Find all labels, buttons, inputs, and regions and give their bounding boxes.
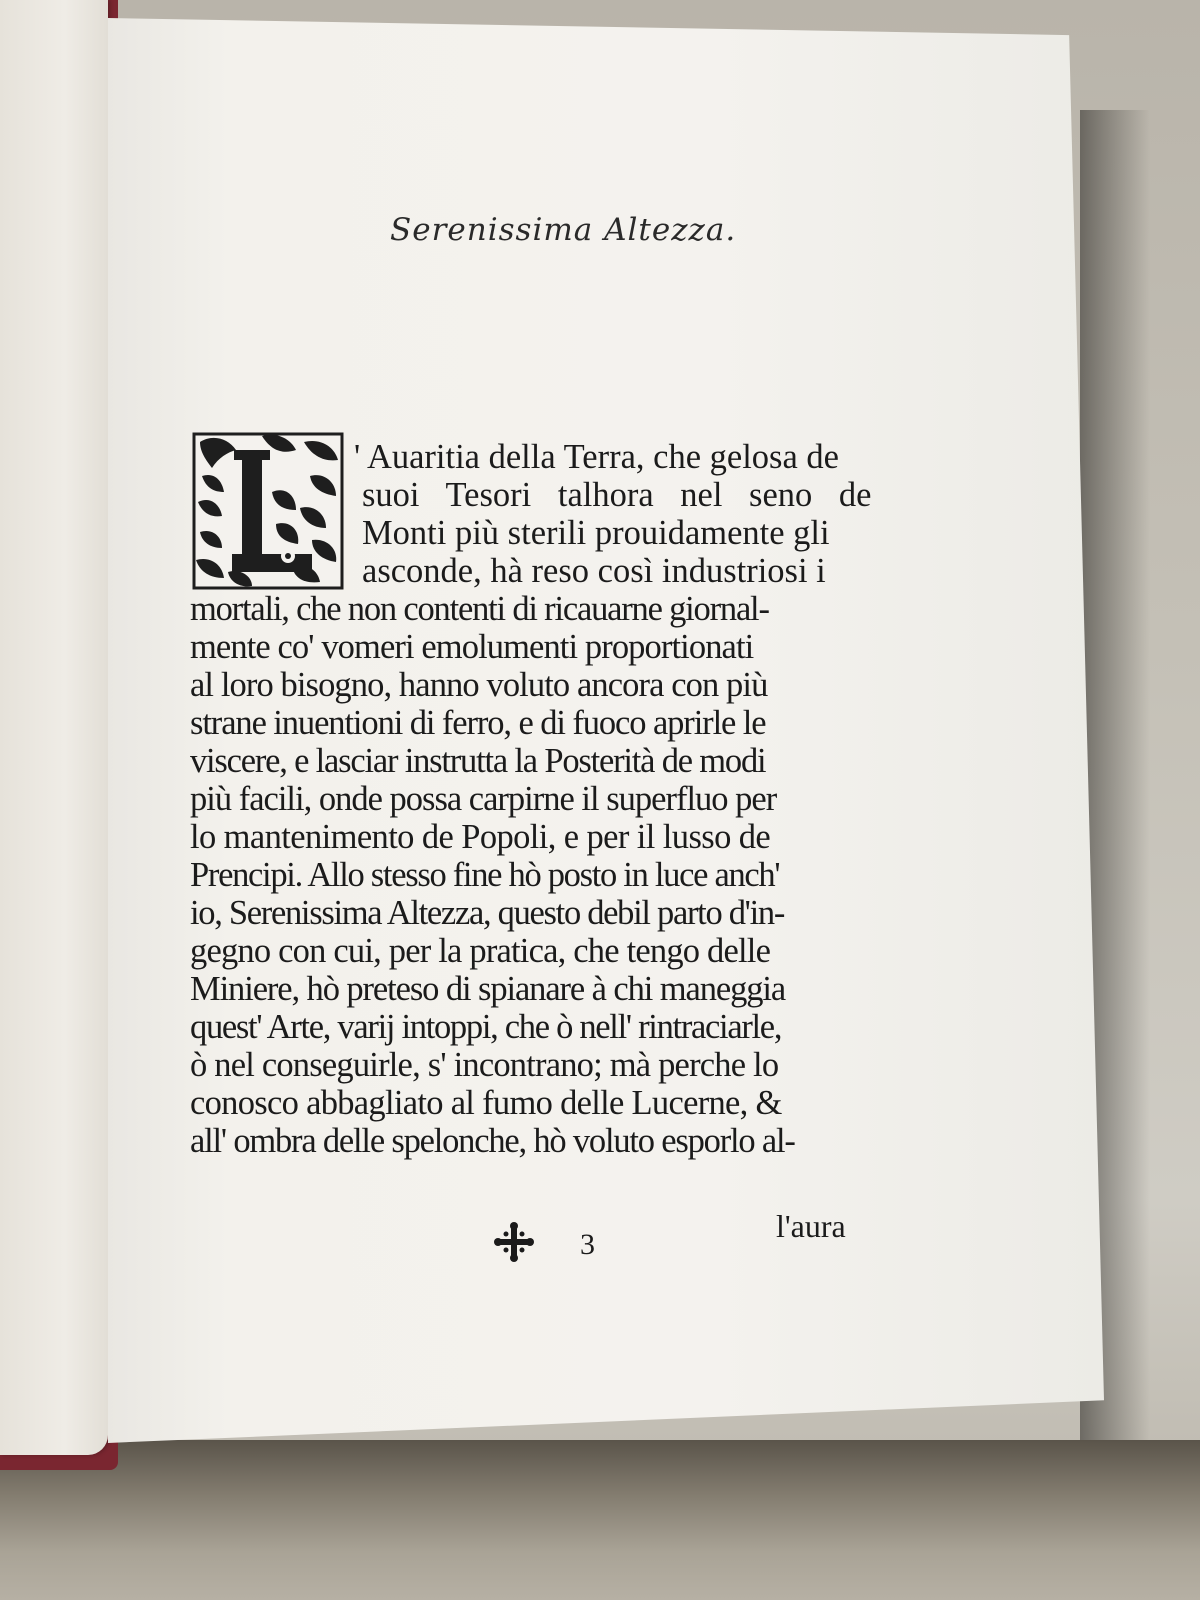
text-line-12: Prencipi. Allo stesso fine hò posto in luce anch' — [190, 856, 780, 894]
text-line-13: io, Serenissima Altezza, questo debil parto d'in- — [190, 894, 785, 932]
text-line-17: ò nel conseguirle, s' incontrano; mà perche lo — [190, 1046, 779, 1084]
text-line-14: gegno con cui, per la pratica, che tengo delle — [190, 932, 771, 970]
decorated-initial-l — [192, 432, 344, 590]
text-line-3: Monti più sterili prouidamente gli — [362, 514, 830, 552]
text-line-9: viscere, e lasciar instrutta la Posterità de modi — [190, 742, 766, 780]
text-line-18: conosco abbagliato al fumo delle Lucerne, & — [190, 1084, 782, 1122]
left-page — [0, 0, 108, 1455]
text-line-10: più facili, onde possa carpirne il superfluo per — [190, 780, 777, 818]
text-line-5: mortali, che non contenti di ricauarne giornal- — [190, 590, 769, 628]
text-line-11: lo mantenimento de Popoli, e per il lusso de — [190, 818, 771, 856]
text-line-4: asconde, hà reso così industriosi i — [362, 552, 826, 590]
table-foreground — [0, 1440, 1200, 1600]
text-line-7: al loro bisogno, hanno voluto ancora con più — [190, 666, 768, 704]
text-line-1: ' Auaritia della Terra, che gelosa de — [354, 438, 839, 476]
text-line-6: mente co' vomeri emolumenti proportionati — [190, 628, 754, 666]
text-line-19: all' ombra delle spelonche, hò voluto esporlo al- — [190, 1122, 795, 1160]
cross-ornament-icon — [494, 1222, 534, 1262]
page-number: 3 — [580, 1228, 595, 1261]
text-line-2: suoi Tesori talhora nel seno de — [362, 476, 872, 514]
text-line-15: Miniere, hò preteso di spianare à chi maneggia — [190, 970, 786, 1008]
text-line-8: strane inuentioni di ferro, e di fuoco aprirle le — [190, 704, 766, 742]
catchword: l'aura — [776, 1208, 846, 1244]
page-heading: Serenissima Altezza. — [390, 212, 737, 248]
text-line-16: quest' Arte, varij intoppi, che ò nell' rintraciarle, — [190, 1008, 782, 1046]
